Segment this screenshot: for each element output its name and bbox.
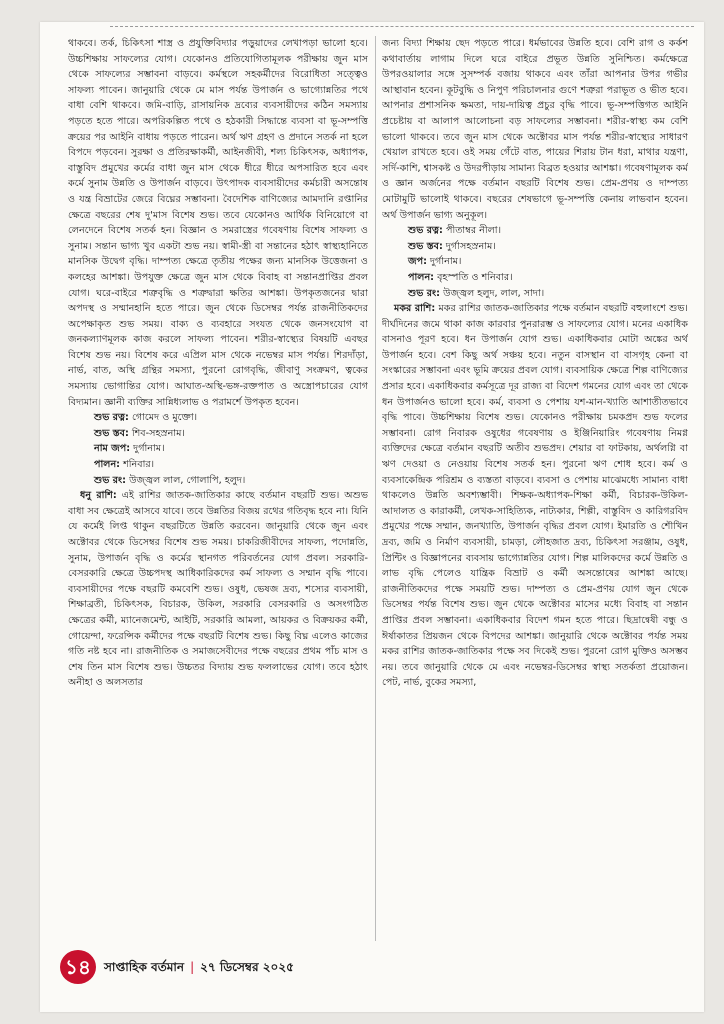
column-divider: [375, 36, 376, 941]
remedy-line: [68, 473, 368, 489]
dhanu-rashi-text: এই রাশির জাতক-জাতিকার কাছে বর্তমান বছরটি শুভ। অশুভ বাধা সব ক্ষেত্রেই আসবে যাবে। তবে উন্নতির বিজয় রথের গতিবৃদ্ধ হবে না। যিনি যে কর্মেই লিপ্ত থাকুন বছরটিতে উন্নতি করবেন। জানুয়ারি থেকে জুন এবং অক্টোবর থেকে ডিসেম্বর বিশেষ শুভ সময়। চাকরিজীবীদের সাফল্য, পদোন্নতি, সুনাম, উপার্জন বৃদ্ধি ও কর্মের স্থানগত পরিবর্তনের যোগ প্রবল। সরকারি-বেসরকারি ক্ষেত্রে উচ্চপদস্থ আধিকারিকদের কর্ম সাফল্য ও সম্মান বৃদ্ধি পাবে। ব্যবসায়ীদের পক্ষে বছরটি কমবেশি শুভ। ওষুধ, ভেষজ দ্রব্য, শস্যের ব্যবসায়ী, শিক্ষাব্রতী, চিকিৎসক, বিচারক, উকিল, সরকারি বেসরকারি ও অসংগঠিত ক্ষেত্রের কর্মী, ম্যানেজমেন্ট, আইটি, সরকারি আমলা, আয়কর ও বিক্রয়কর কর্মী, গোয়েন্দা, ফরেন্সিক কর্মীদের পক্ষে বছরটি বিশেষ শুভ। কিছু বিঘ্ন এলেও কাজের গতি নষ্ট হবে না। রাজনীতিক ও সমাজসেবীদের পক্ষে বছরের প্রথম পাঁচ মাস ও শেষ তিন মাস বিশেষ শুভ। উচ্চতর বিদ্যায় শুভ ফললাভের যোগ। তবে হঠাৎ অনীহা ও অলসতার: [68, 490, 368, 689]
makar-rashi-heading: মকর রাশি:: [394, 303, 436, 315]
remedy-value: দুর্গাসহস্রনাম।: [445, 240, 496, 252]
remedy-value: পীতাম্বর নীলা।: [445, 225, 502, 237]
footer-separator: |: [190, 960, 195, 974]
remedy-label: শুভ রত্ন:: [408, 225, 443, 237]
remedy-label: নাম জপ:: [94, 443, 131, 455]
remedy-line: [382, 223, 688, 239]
issue-date: ২৭ ডিসেম্বর ২০২৫: [200, 960, 294, 974]
top-divider: [110, 26, 694, 27]
remedy-label: শুভ রং:: [408, 287, 440, 299]
remedy-label: পালন:: [94, 459, 121, 471]
remedy-line: [68, 457, 368, 473]
magazine-page: [40, 22, 704, 1012]
remedy-line: [68, 410, 368, 426]
remedy-value: দুর্গানাম।: [133, 443, 165, 455]
rashi-section: [68, 488, 368, 691]
remedy-label: শুভ রং:: [94, 474, 126, 486]
remedy-line: [382, 239, 688, 255]
remedy-label: শুভ রত্ন:: [94, 412, 129, 424]
publication-name: সাপ্তাহিক বর্তমান: [104, 960, 185, 974]
remedy-value: বৃহস্পতি ও শনিবার।: [437, 271, 513, 283]
rashi-section: [382, 301, 688, 691]
remedy-label: পালন:: [408, 271, 435, 283]
remedy-value: দুর্গানাম।: [430, 256, 462, 268]
body-paragraph: থাকবে। তর্ক, চিকিৎসা শাস্ত্র ও প্রযুক্তিবিদ্যার পড়ুয়াদের লেখাপড়া ভালো হবে। উচ্চশিক্ষায় সাফল্যের যোগ। যেকোনও প্রতিযোগিতামূলক পরীক্ষায় জুন মাস থেকে সাফল্যের সম্ভাবনা বাড়বে। কর্মস্থলে সহকর্মীদের বিরোধিতা সত্ত্বেও সাফল্য পাবেন। জানুয়ারি থেকে মে মাস পর্যন্ত উপার্জন ও ভাগ্যোন্নতির পথে বাধা বেশি থাকবে। জমি-বাড়ি, রাসায়নিক দ্রব্যের ব্যবসায়ীদের কঠিন সমস্যায় পড়তে হতে পারে। অপরিকল্পিত পথে ও হঠকারী সিদ্ধান্তে ব্যবসা বা ভূ-সম্পত্তি ক্রয়ের পর আইনি বাধায় পড়তে পারেন। অর্থ ঋণ গ্রহণ ও প্রদানে সতর্ক না হলে বিপদে পড়বেন। সুরক্ষা ও প্রতিরক্ষাকর্মী, আইনজীবী, শল্য চিকিৎসক, অধ্যাপক, বাস্তুবিদ প্রমুখের কর্মের বাধা জুন মাস থেকে ধীরে ধীরে অপসারিত হবে এবং কর্মে সুনাম উন্নতি ও উপার্জন বাড়বে। উৎপাদক ব্যবসায়ীদের কর্মচারী অসন্তোষ ও যন্ত্র বিভ্রাটের জেরে বিঘ্নের সম্ভাবনা। বৈদেশিক বাণিজ্যের আমদানি রপ্তানির ক্ষেত্রে বছরের শেষ দু'মাস বিশেষ শুভ। তবে যেকোনও আর্থিক বিনিয়োগে বা লেনদেনে বিশেষ সতর্ক হন। বিজ্ঞান ও সমরাস্ত্রের গবেষণায় বিশেষ সাফল্য ও সুনাম। সন্তান ভাগ্য খুব একটা শুভ নয়। স্বামী-স্ত্রী বা সন্তানের হঠাৎ স্বাস্থ্যহানিতে মানসিক উদ্বেগ বৃদ্ধি। দাম্পত্য ক্ষেত্রে তৃতীয় পক্ষের জন্য মানসিক উত্তেজনা ও কলহের আশঙ্কা। উপযুক্ত ক্ষেত্রে জুন মাস থেকে বিবাহ বা সন্তানপ্রাপ্তির প্রবল যোগ। ঘরে-বাইরে শত্রুবৃদ্ধি ও শত্রুদ্বারা ক্ষতির আশঙ্কা। উপকৃতজনের দ্বারা অপদস্থ ও সম্মানহানি হতে পারে। জুন থেকে ডিসেম্বর পর্যন্ত রাজনীতিকদের অপেক্ষাকৃত শুভ সময়। বাক্য ও ব্যবহারে সংযত থেকে জনসংযোগ বা জনকল্যাণমূলক কাজ করলে সাফল্য পাবেন। শরীর-স্বাস্থ্যের বিষয়টি এবছর বিশেষ শুভ নয়। বিশেষ করে এপ্রিল মাস থেকে নভেম্বর মাস পর্যন্ত। শিরদাঁড়া, নার্ভ, বাত, অস্থি গ্রন্থির সমস্যা, পুরনো রোগবৃদ্ধি, জীবাণু সংক্রমণ, ত্বকের সমস্যায় ভোগান্তির যোগ। আঘাত-অস্থি-ভঙ্গ-রক্তপাত ও অস্ত্রোপচারের যোগ বিদ্যমান। জ্ঞানী ব্যক্তির সান্নিধ্যলাভ ও পরামর্শে উপকৃত হবেন।: [68, 38, 368, 408]
remedy-line: [68, 441, 368, 457]
right-column: [382, 36, 688, 941]
remedy-line: [382, 254, 688, 270]
remedy-label: শুভ স্তব:: [94, 427, 129, 439]
page-number-badge: ১৪: [60, 950, 96, 984]
page-footer: [60, 948, 690, 988]
remedy-label: শুভ স্তব:: [408, 240, 443, 252]
remedy-value: শনিবার।: [123, 459, 155, 471]
makar-rashi-text: মকর রাশির জাতক-জাতিকার পক্ষে বর্তমান বছরটি বহুলাংশে শুভ। দীর্ঘদিনের জমে থাকা কাজ কারবার পুনরারম্ভ ও সাফল্যের যোগ। মনের একাধিক বাসনাও পূরণ হবে। ধন উপার্জন যোগ শুভ। একাধিকবার মোটা অঙ্কের অর্থ উপার্জন হবে। বেশ কিছু অর্থ সঞ্চয় হবে। নতুন বাসস্থান বা বাসগৃহ কেনা বা সংস্কারের সম্ভাবনা এবং ভূমি ক্রয়ের প্রবল যোগ। ব্যবসায়িক ক্ষেত্রে শিল্প বাণিজ্যের প্রসার হবে। একাধিকবার কর্মসূত্রে দূর রাজ্য বা বিদেশ গমনের যোগ এবং তা থেকে ধন উপার্জনও ভালো হবে। কর্ম, ব্যবসা ও পেশায় যশ-মান-খ্যাতি আশাতীতভাবে বৃদ্ধি পাবে। উচ্চশিক্ষায় বিশেষ শুভ। যেকোনও পরীক্ষায় চমকপ্রদ শুভ ফলের সম্ভাবনা। রোগ নিবারক ওষুধের গবেষণায় ও ইঞ্জিনিয়ারিং গবেষণায় নিমগ্ন ব্যক্তিদের ক্ষেত্রে বর্তমান বছরটি অতীব শুভপ্রদ। শেয়ার বা ফাটকায়, অর্থলগ্নি বা ঋণ দেওয়া ও নেওয়ায় বিশেষ সতর্ক হন। পুরনো ঋণ শোধ হবে। কর্ম ও ব্যবসাকেন্দ্রিক পরিশ্রম ও ব্যস্ততা বাড়বে। ব্যবসা ও পেশায় মাঝেমধ্যে সামান্য বাধা থাকলেও উন্নতি অবশ্যম্ভাবী। শিক্ষক-অধ্যাপক-শিক্ষা কর্মী, বিচারক-উকিল-আদালত ও কারাকর্মী, লেখক-সাহিত্যিক, নাট্যকার, শিল্পী, বাস্তুবিদ ও কারিগরবিদ প্রমুখের পক্ষে সম্মান, জনখ্যাতি, উপার্জন বৃদ্ধির প্রবল যোগ। ইমারতি ও শৌখিন দ্রব্য, জমি ও নির্মাণ ব্যবসায়ী, চামড়া, লৌহজাত দ্রব্য, চিকিৎসা সরঞ্জাম, ওষুধ, প্রিন্টিং ও বিজ্ঞাপনের ব্যবসায় ভাগ্যোন্নতির যোগ। শিল্প মালিকদের কর্মে উন্নতি ও লাভ বৃদ্ধি পেলেও যান্ত্রিক বিভ্রাট ও কর্মী অসন্তোষের আশঙ্কা আছে। রাজনীতিকদের পক্ষে সময়টি শুভ। দাম্পত্য ও প্রেম-প্রণয় যোগ জুন থেকে ডিসেম্বর পর্যন্ত বিশেষ শুভ। জুন থেকে অক্টোবর মাসের মধ্যে বিবাহ বা সন্তান প্রাপ্তির প্রবল সম্ভাবনা। একাধিকবার বিদেশ গমন হতে পারে। ছিদ্রান্বেষী বন্ধু ও ঈর্ষাকাতর প্রিয়জন থেকে বিপদের আশঙ্কা। জানুয়ারি থেকে অক্টোবর পর্যন্ত সময় মকর রাশির জাতক-জাতিকার পক্ষে সব দিকেই শুভ। পুরনো রোগ মুক্তিও অসম্ভব নয়। তবে জানুয়ারি থেকে মে এবং নভেম্বর-ডিসেম্বর স্বাস্থ্য সতর্কতা প্রয়োজন। পেট, নার্ভ, বুকের সমস্যা,: [382, 303, 688, 689]
remedy-line: [68, 426, 368, 442]
remedy-line: [382, 286, 688, 302]
remedy-value: উজ্জ্বল হলুদ, লাল, সাদা।: [443, 287, 545, 299]
remedy-label: জপ:: [408, 256, 427, 268]
remedy-value: শিব-সহস্রনাম।: [131, 427, 185, 439]
remedy-value: গোমেদ ও মুক্তো।: [131, 412, 198, 424]
dhanu-rashi-heading: ধনু রাশি:: [80, 490, 117, 502]
left-column: [68, 36, 368, 941]
remedy-line: [382, 270, 688, 286]
footer-publication-line: [104, 959, 294, 979]
body-paragraph: জন্য বিদ্যা শিক্ষায় ছেদ পড়তে পারে। ধর্মভাবের উন্নতি হবে। বেশি রাগ ও কর্কশ কথাবার্তায় লাগাম দিলে ঘরে বাইরে প্রভূত উন্নতি সুনিশ্চিত। কর্মক্ষেত্রে উপরওয়ালার সঙ্গে সুসম্পর্ক বজায় থাকবে এবং তাঁরা আপনার উপর গভীর আস্থাবান হবেন। কূটবুদ্ধি ও নিপুণ পরিচালনার গুণে শত্রুরা পরাভূত ও ভীত হবে। আপনার প্রশাসনিক ক্ষমতা, দায়-দায়িত্ব প্রচুর বৃদ্ধি পাবে। ভূ-সম্পত্তিগত আইনি প্রচেষ্টায় বা আলাপ আলোচনা বড় সাফল্যের সম্ভাবনা। শরীর-স্বাস্থ্য কম বেশি ভালো থাকবে। তবে জুন মাস থেকে অক্টোবর মাস পর্যন্ত শরীর-স্বাস্থ্যের সাধারণ খেয়াল রাখতে হবে। ওই সময় গেঁটে বাত, পায়ের শিরায় টান ধরা, মাথার যন্ত্রণা, সর্দি-কাশি, শ্বাসকষ্ট ও উদরপীড়ায় সামান্য বিব্রত হওয়ার আশঙ্কা। গবেষণামূলক কর্ম ও জ্ঞান অর্জনের পক্ষে বর্তমান বছরটি বিশেষ শুভ। প্রেম-প্রণয় ও দাম্পত্য মোটামুটি ভালোই থাকবে। বছরের শেষভাগে ভূ-সম্পত্তি কেনায় লাভবান হবেন। অর্থ উপার্জন ভাগ্য অনুকূল।: [382, 38, 688, 221]
remedy-value: উজ্জ্বল লাল, গোলাপি, হলুদ।: [129, 474, 246, 486]
